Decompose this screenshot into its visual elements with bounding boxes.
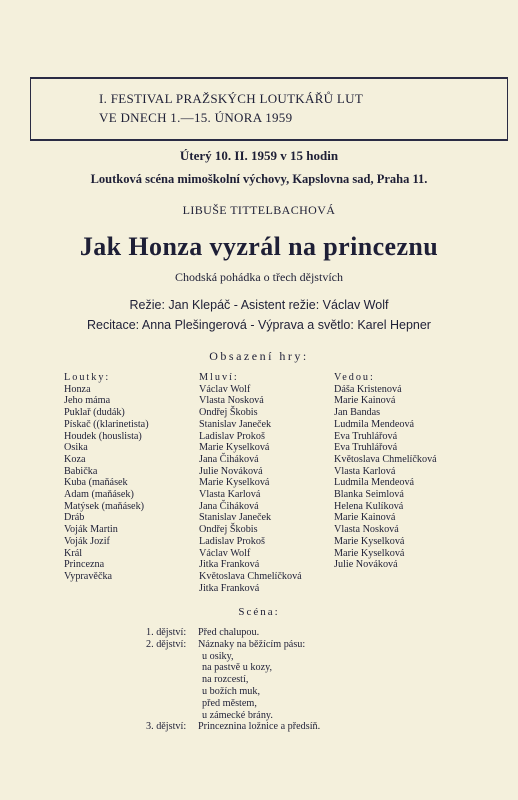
act-2-label: 2. dějství:: [146, 638, 187, 650]
act-2-location: před městem,: [202, 697, 257, 709]
act-2-text: Náznaky na běžícím pásu:: [198, 638, 306, 650]
puppet-item: Honza: [64, 383, 91, 395]
puppets-heading: Loutky:: [64, 372, 111, 383]
operators-heading: Vedou:: [334, 372, 375, 383]
puppet-item: Puklař (dudák): [64, 407, 125, 419]
operator-item: Marie Kainová: [334, 512, 396, 524]
operator-list: [334, 384, 437, 571]
operator-item: Květoslava Chmelíčková: [334, 453, 437, 465]
act-2-location: na rozcestí,: [202, 674, 249, 686]
act-1-label: 1. dějství:: [146, 627, 187, 638]
performance-date: Úterý 10. II. 1959 v 15 hodin: [179, 148, 339, 163]
operator-item: Ludmila Mendeová: [334, 477, 415, 489]
act-3: [146, 721, 320, 733]
act-2-location: na pastvě u kozy,: [202, 662, 273, 674]
operator-item: Marie Kyselková: [334, 547, 405, 559]
puppet-item: Jeho máma: [64, 395, 111, 407]
puppet-item: Dráb: [64, 512, 85, 524]
speaker-item: Květoslava Chmelíčková: [199, 570, 302, 582]
operators-column: [334, 372, 437, 571]
speaker-item: Stanislav Janeček: [199, 512, 272, 524]
festival-title: I. FESTIVAL PRAŽSKÝCH LOUTKÁŘŮ LUT: [99, 91, 364, 106]
speaker-item: Vlasta Nosková: [199, 395, 264, 407]
operator-item: Jan Bandas: [334, 407, 381, 419]
speaker-item: Ladislav Prokoš: [199, 430, 265, 442]
speaker-item: Julie Nováková: [199, 465, 263, 477]
puppet-item: Matýsek (maňásek): [64, 500, 145, 512]
puppet-item: Babička: [64, 465, 98, 477]
speaker-item: Vlasta Karlová: [199, 489, 261, 501]
speaker-item: Stanislav Janeček: [199, 418, 272, 430]
puppet-item: Kuba (maňásek: [64, 477, 128, 489]
speaker-item: Ondřej Škobis: [199, 407, 258, 419]
act-2-location: u zámecké brány.: [202, 709, 273, 721]
speaker-item: Ondřej Škobis: [199, 524, 258, 536]
speaker-list: [199, 384, 302, 595]
scene-list: [146, 627, 320, 733]
puppet-item: Vypravěčka: [64, 570, 113, 582]
speaker-item: Ladislav Prokoš: [199, 535, 265, 547]
speaker-item: Jana Čiháková: [199, 500, 259, 512]
puppet-item: Pískač ((klarinetista): [64, 418, 149, 430]
operator-item: Dáša Kristenová: [334, 383, 402, 395]
operator-item: Vlasta Karlová: [334, 465, 396, 477]
act-2-location: u božích muk,: [202, 685, 261, 697]
puppet-item: Král: [64, 547, 83, 559]
credits-direction: Režie: Jan Klepáč - Asistent režie: Václav Wolf: [129, 298, 389, 312]
cast-heading: Obsazení hry:: [209, 349, 309, 363]
act-2: [146, 639, 320, 651]
operator-item: Eva Truhlářová: [334, 430, 398, 442]
act-3-text: Princeznina ložnice a předsíň.: [198, 721, 321, 733]
puppet-list: [64, 384, 149, 583]
operator-item: Marie Kyselková: [334, 535, 405, 547]
puppet-item: Koza: [64, 453, 86, 465]
puppets-column: [64, 372, 149, 583]
speaker-item: Václav Wolf: [199, 547, 251, 559]
puppet-item: Houdek (houslista): [64, 430, 142, 442]
speaker-item: Marie Kyselková: [199, 477, 270, 489]
operator-item: Julie Nováková: [334, 559, 398, 571]
puppet-item: Princezna: [64, 559, 105, 571]
speaker-item: Jana Čiháková: [199, 453, 259, 465]
operator-item: Blanka Seimlová: [334, 489, 404, 501]
act-3-label: 3. dějství:: [146, 721, 187, 733]
performance-venue: Loutková scéna mimoškolní výchovy, Kapslovna sad, Praha 11.: [90, 172, 428, 186]
festival-dates: VE DNECH 1.—15. ÚNORA 1959: [99, 110, 293, 125]
puppet-item: Voják Martin: [64, 524, 118, 536]
scene-heading: Scéna:: [238, 606, 280, 618]
play-subtitle: Chodská pohádka o třech dějstvích: [175, 270, 343, 284]
speaker-item: Marie Kyselková: [199, 442, 270, 454]
act-1-text: Před chalupou.: [198, 627, 260, 638]
play-title: Jak Honza vyzrál na princeznu: [79, 232, 439, 261]
operator-item: Eva Truhlářová: [334, 442, 398, 454]
operator-item: Helena Kulíková: [334, 500, 404, 512]
festival-header-box: [30, 77, 508, 141]
operator-item: Vlasta Nosková: [334, 524, 399, 536]
act-2-location: u osiky,: [202, 650, 234, 662]
author-name: LIBUŠE TITTELBACHOVÁ: [182, 203, 336, 217]
speaker-item: Jitka Franková: [199, 559, 260, 571]
operator-item: Ludmila Mendeová: [334, 418, 415, 430]
speaker-item: Jitka Franková: [199, 582, 260, 594]
puppet-item: Osika: [64, 442, 88, 454]
puppet-item: Adam (maňásek): [64, 489, 134, 501]
speakers-heading: Mluví:: [199, 372, 239, 383]
act-1: [146, 627, 320, 639]
credits-recitation: Recitace: Anna Plešingerová - Výprava a světlo: Karel Hepner: [87, 318, 431, 332]
speaker-item: Václav Wolf: [199, 383, 251, 395]
speakers-column: [199, 372, 302, 594]
operator-item: Marie Kainová: [334, 395, 396, 407]
puppet-item: Voják Jozif: [64, 535, 110, 547]
